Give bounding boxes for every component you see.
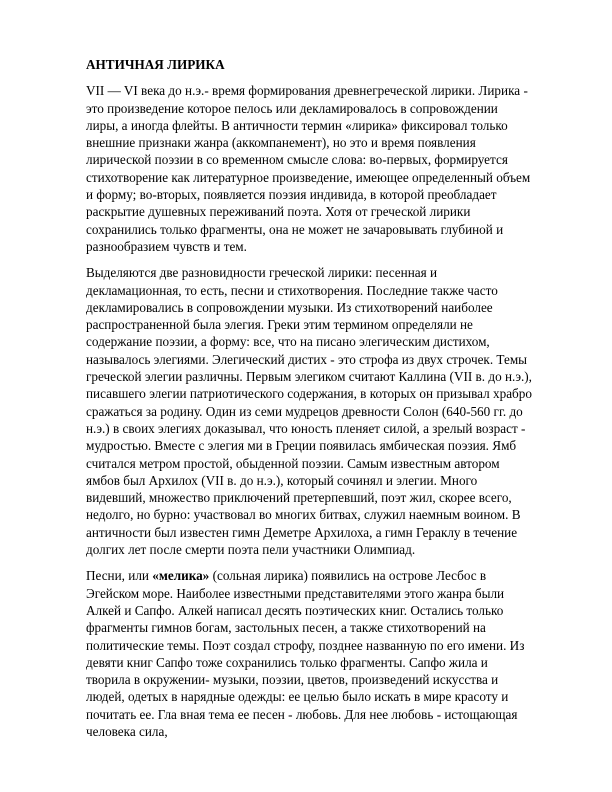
melic-term: «мелика»	[152, 568, 210, 584]
paragraph-lyric-definition: VII — VI века до н.э.- время формирования древнегреческой лирики. Лирика - это произведение которое пелось или декламировалось в сопровождении лиры, а иногда флейты. В античности термин «лирика» фиксировал только внешние признаки жанра (аккомпанемент), но это и время появления лирической поэзии в со временном смысле слова: во-первых, формируется стихотворение как литературное произведение, имеющее определенный объем и форму; во-вторых, появляется поэзия индивида, в которой преобладает раскрытие душевных переживаний поэта. Хотя от греческой лирики сохранились только фрагменты, она не может не зачаровывать глубиной и разнообразием чувств и тем.	[86, 83, 531, 254]
document-title: АНТИЧНАЯ ЛИРИКА	[86, 57, 225, 72]
paragraph-melic-intro: Песни, или	[86, 568, 153, 584]
paragraph-melic-body: (сольная лирика) появились на острове Лесбос в Эгейском море. Наиболее известными представителями этого жанра были Алкей и Сапфо. Алкей написал десять поэтических книг. Остались только фрагменты гимнов богам, застольных песен, а также стихотворений на политические темы. Поэт создал строфу, позднее названную по его имени. Из девяти книг Сапфо тоже сохранились только фрагменты. Сапфо жила и творила в окружении- музыки, поэзии, цветов, произведений искусства и людей, одетых в нарядные одежды: ее целью было искать в мире красоту и почитать ее. Гла вная тема ее песен - любовь. Для нее любовь - истощающая человека сила,	[86, 568, 525, 739]
paragraph-melic-poetry	[86, 567, 532, 740]
document-page	[86, 56, 532, 749]
paragraph-lyric-varieties: Выделяются две разновидности греческой лирики: песенная и декламационная, то есть, песни и стихотворения. Последние также часто декламировались в сопровождении музыки. Из стихотворений наиболее распространенной была элегия. Греки этим термином определяли не содержание поэзии, а форму: все, что на писано элегическим дистихом, называлось элегиями. Элегический дистих - это строфа из двух строчек. Темы греческой элегии различны. Первым элегиком считают Каллина (VII в. до н.э.), писавшего элегии патриотического содержания, в которых он призывал храбро сражаться за родину. Один из семи мудрецов древности Солон (640-560 гг. до н.э.) в своих элегиях доказывал, что юность пленяет силой, а зрелый возраст - мудростью. Вместе с элегия ми в Греции появилась ямбическая поэзия. Ямб считался метром простой, обыденной поэзии. Самым известным автором ямбов был Архилох (VII в. до н.э.), который сочинял и элегии. Много видевший, множество приключений претерпевший, поэт жил, скорее всего, недолго, но бурно: участвовал во многих битвах, служил наемным воином. В античности был известен гимн Деметре Архилоха, а гимн Гераклу в течение долгих лет после смерти поэта пели участники Олимпиад.	[86, 265, 532, 558]
